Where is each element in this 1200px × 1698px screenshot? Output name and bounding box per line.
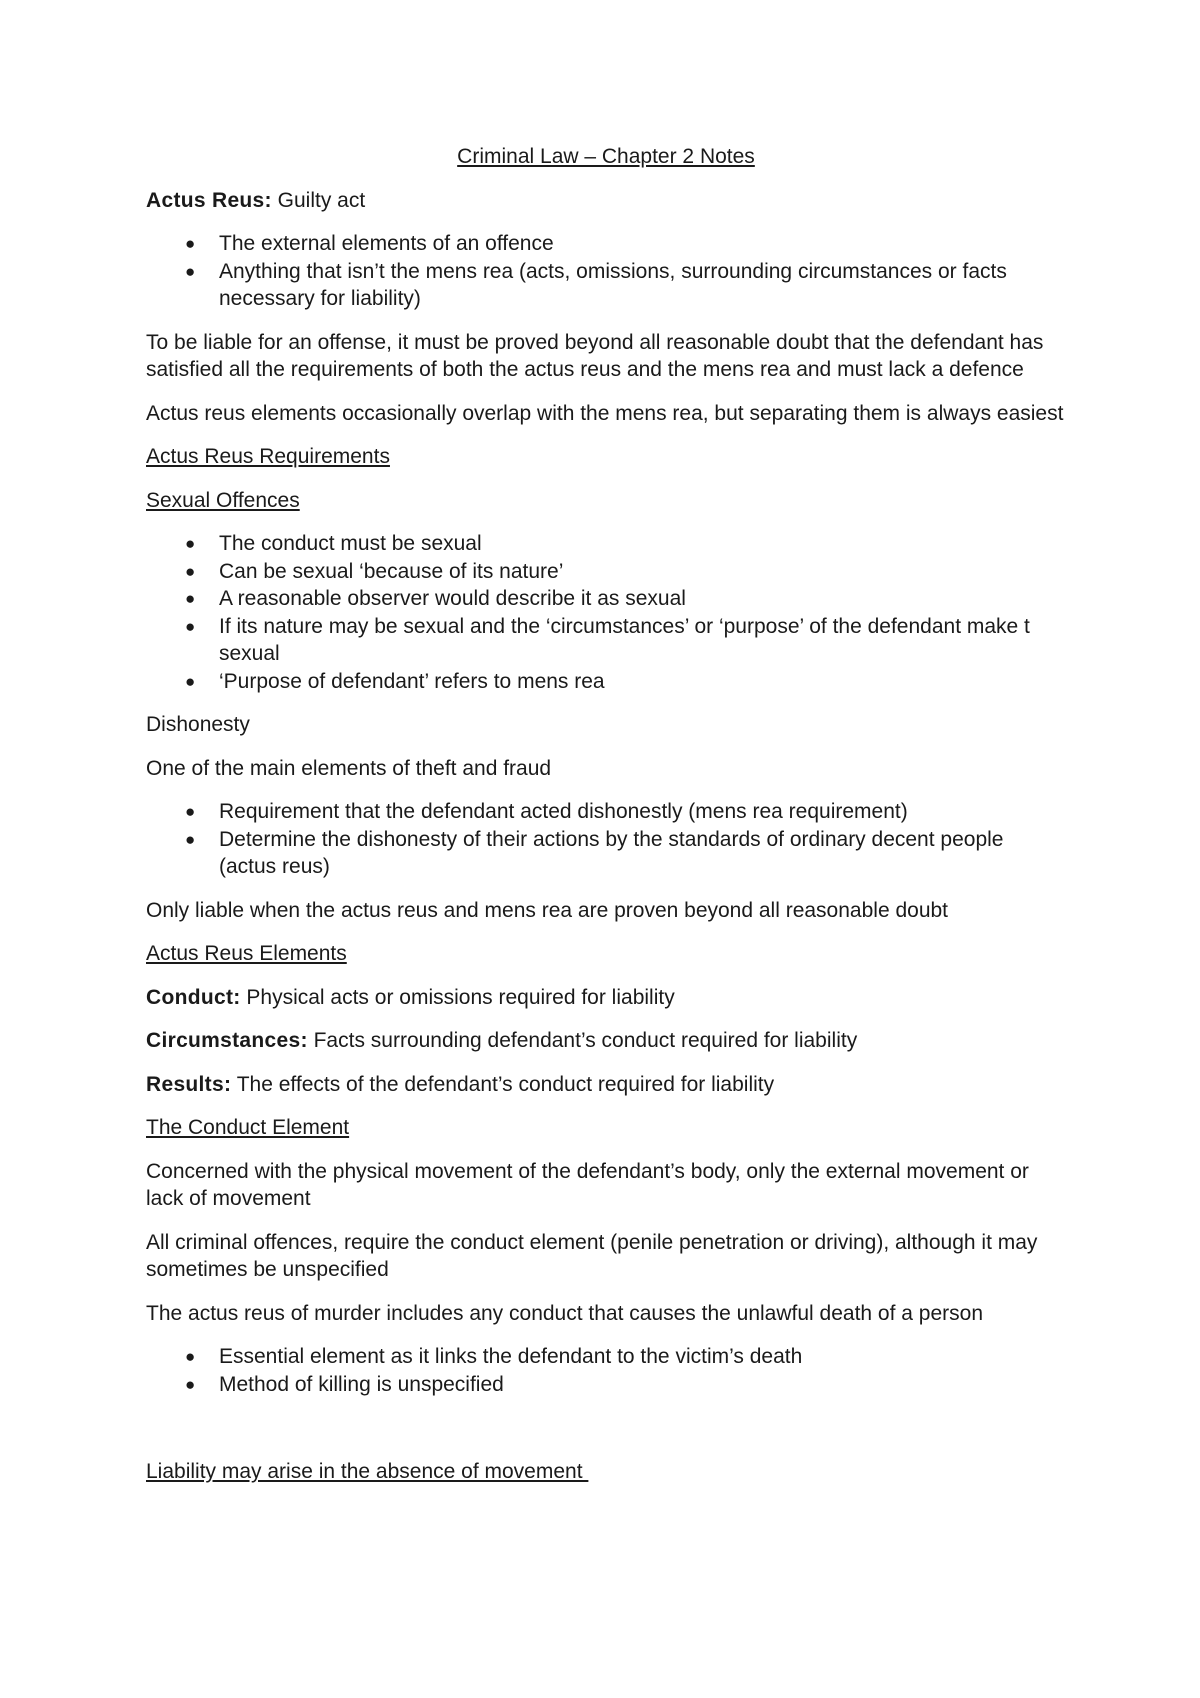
bullet-icon: ● (185, 261, 196, 281)
bullet-icon: ● (185, 1374, 196, 1394)
dishonesty-intro: One of the main elements of theft and fraud (146, 756, 552, 780)
list-item-text: A reasonable observer would describe it as sexual (219, 587, 686, 610)
list-item (146, 530, 1066, 558)
dishonesty-list (146, 798, 1066, 881)
conduct-paragraph-3: The actus reus of murder includes any conduct that causes the unlawful death of a person (146, 1301, 983, 1325)
blank-line (146, 1414, 1066, 1458)
list-item-text: The external elements of an offence (219, 232, 554, 255)
bullet-icon: ● (185, 1347, 196, 1366)
list-item (146, 668, 1066, 696)
bullet-icon: ● (185, 561, 196, 581)
list-item-text: Can be sexual ‘because of its nature’ (219, 559, 564, 583)
list-item (146, 613, 1066, 668)
element-circumstances (146, 1027, 1066, 1055)
heading-sexual-offences: Sexual Offences (146, 488, 300, 512)
list-item (146, 1343, 1066, 1371)
paragraph-overlap: Actus reus elements occasionally overlap with the mens rea, but separating them is always easiest (146, 401, 1064, 425)
actus-reus-term: Actus Reus: (146, 188, 272, 212)
element-text: Physical acts or omissions required for liability (240, 985, 675, 1009)
list-item (146, 826, 1066, 881)
list-item-text: Anything that isn’t the mens rea (acts, omissions, surrounding circumstances or facts necessary for liability) (219, 259, 1007, 310)
element-results (146, 1071, 1066, 1099)
heading-conduct-element: The Conduct Element (146, 1116, 350, 1139)
bullet-icon: ● (185, 802, 196, 821)
list-item (146, 1371, 1066, 1399)
list-item (146, 585, 1066, 613)
bullet-icon: ● (185, 234, 196, 253)
sexual-offences-list (146, 530, 1066, 695)
heading-requirements: Actus Reus Requirements (146, 445, 390, 468)
list-item-text: Determine the dishonesty of their actions by the standards of ordinary decent people (actus reus) (219, 827, 1004, 878)
list-item-text: The conduct must be sexual (219, 532, 482, 555)
bullet-icon: ● (185, 616, 196, 636)
bullet-icon: ● (185, 589, 196, 608)
element-text: The effects of the defendant’s conduct required for liability (231, 1072, 775, 1096)
element-term: Circumstances: (146, 1029, 308, 1052)
actus-reus-definition (146, 187, 1066, 215)
heading-elements: Actus Reus Elements (146, 942, 347, 965)
element-term: Results: (146, 1072, 232, 1096)
heading-absence-of-movement: Liability may arise in the absence of movement (146, 1460, 589, 1483)
conduct-paragraph-2: All criminal offences, require the conduct element (penile penetration or driving), although it may sometimes be unspecified (146, 1230, 1038, 1281)
bullet-icon: ● (185, 829, 196, 849)
element-term: Conduct: (146, 985, 241, 1009)
list-item (146, 558, 1066, 586)
actus-reus-definition-text: Guilty act (271, 188, 366, 212)
list-item-text: ‘Purpose of defendant’ refers to mens rea (219, 669, 605, 693)
bullet-icon: ● (185, 671, 196, 691)
actus-reus-list (146, 230, 1066, 313)
document-title: Criminal Law – Chapter 2 Notes (457, 145, 755, 168)
list-item-text: If its nature may be sexual and the ‘circumstances’ or ‘purpose’ of the defendant make t sexual (219, 614, 1030, 665)
conduct-paragraph-1: Concerned with the physical movement of the defendant’s body, only the external movement or lack of movement (146, 1159, 1029, 1210)
paragraph-only-liable: Only liable when the actus reus and mens rea are proven beyond all reasonable doubt (146, 898, 949, 922)
list-item (146, 258, 1066, 313)
list-item-text: Requirement that the defendant acted dishonestly (mens rea requirement) (219, 800, 908, 823)
element-text: Facts surrounding defendant’s conduct required for liability (307, 1029, 858, 1052)
paragraph-liable: To be liable for an offense, it must be proved beyond all reasonable doubt that the defendant has satisfied all the requirements of both the actus reus and the mens rea and must lack a defence (146, 330, 1044, 381)
document-body (146, 143, 1066, 1502)
list-item-text: Method of killing is unspecified (219, 1372, 504, 1396)
heading-dishonesty: Dishonesty (146, 713, 250, 736)
element-conduct (146, 984, 1066, 1012)
murder-list (146, 1343, 1066, 1398)
list-item (146, 798, 1066, 826)
list-item-text: Essential element as it links the defendant to the victim’s death (219, 1345, 803, 1368)
list-item (146, 230, 1066, 258)
bullet-icon: ● (185, 534, 196, 553)
